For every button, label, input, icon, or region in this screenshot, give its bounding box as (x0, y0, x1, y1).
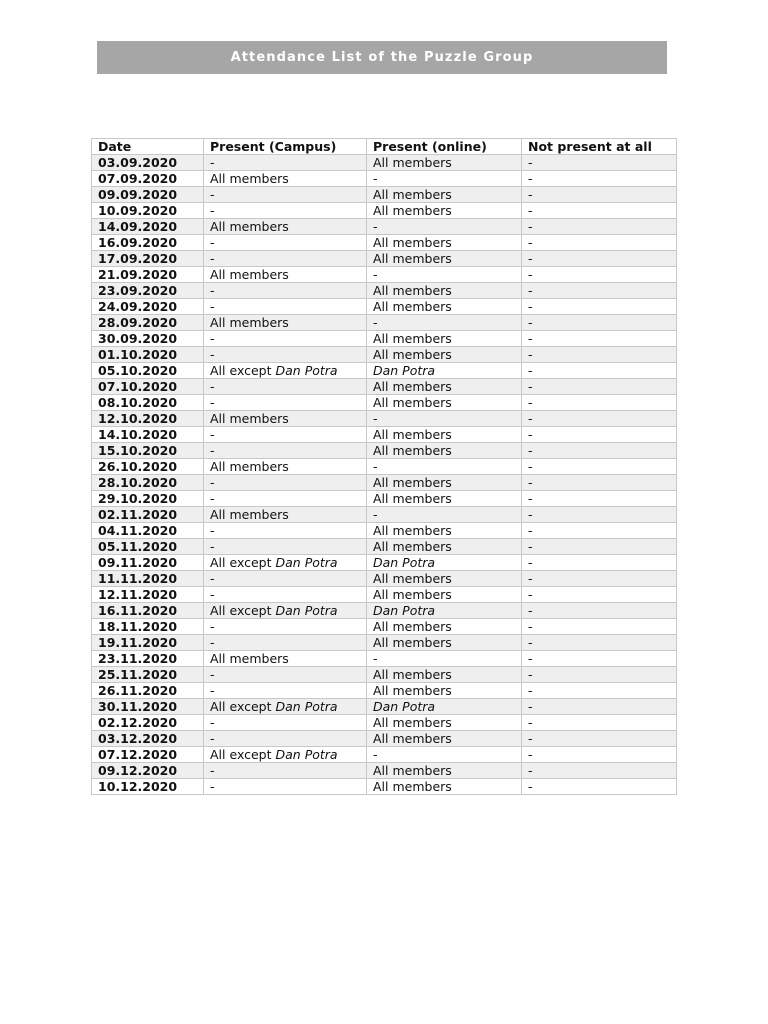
cell-not-present: - (522, 203, 677, 219)
cell-present-campus: - (204, 395, 367, 411)
campus-excluded-name: Dan Potra (275, 555, 338, 570)
cell-date: 24.09.2020 (92, 299, 204, 315)
cell-present-online: - (367, 219, 522, 235)
cell-present-online: All members (367, 379, 522, 395)
cell-date: 28.09.2020 (92, 315, 204, 331)
table-row (92, 603, 677, 619)
cell-present-campus: - (204, 299, 367, 315)
cell-present-online: All members (367, 187, 522, 203)
cell-date: 05.10.2020 (92, 363, 204, 379)
cell-present-campus (204, 555, 367, 571)
cell-present-campus: All members (204, 315, 367, 331)
cell-present-campus: All members (204, 507, 367, 523)
cell-present-online: All members (367, 635, 522, 651)
cell-present-online: - (367, 411, 522, 427)
table-row (92, 523, 677, 539)
table-row (92, 427, 677, 443)
cell-date: 12.11.2020 (92, 587, 204, 603)
cell-present-campus: - (204, 187, 367, 203)
cell-date: 01.10.2020 (92, 347, 204, 363)
attendance-table (91, 138, 677, 795)
cell-present-online: - (367, 459, 522, 475)
table-row (92, 555, 677, 571)
cell-present-online: All members (367, 523, 522, 539)
cell-not-present: - (522, 603, 677, 619)
campus-excluded-name: Dan Potra (275, 603, 338, 618)
cell-date: 08.10.2020 (92, 395, 204, 411)
cell-date: 16.11.2020 (92, 603, 204, 619)
cell-present-campus: - (204, 251, 367, 267)
table-row (92, 155, 677, 171)
cell-present-campus: - (204, 155, 367, 171)
cell-not-present: - (522, 779, 677, 795)
cell-not-present: - (522, 363, 677, 379)
cell-present-online: All members (367, 299, 522, 315)
cell-present-campus: - (204, 491, 367, 507)
cell-present-online: All members (367, 443, 522, 459)
cell-present-campus: - (204, 779, 367, 795)
cell-not-present: - (522, 587, 677, 603)
cell-present-online: All members (367, 731, 522, 747)
cell-not-present: - (522, 667, 677, 683)
cell-present-online: All members (367, 331, 522, 347)
cell-present-online: All members (367, 715, 522, 731)
cell-present-campus (204, 603, 367, 619)
cell-present-campus: All members (204, 219, 367, 235)
cell-not-present: - (522, 699, 677, 715)
cell-date: 26.10.2020 (92, 459, 204, 475)
table-row (92, 267, 677, 283)
cell-not-present: - (522, 539, 677, 555)
cell-present-online: All members (367, 427, 522, 443)
cell-not-present: - (522, 155, 677, 171)
table-row (92, 715, 677, 731)
cell-present-online: All members (367, 155, 522, 171)
cell-present-online: - (367, 171, 522, 187)
cell-present-online: All members (367, 667, 522, 683)
table-row (92, 571, 677, 587)
table-row (92, 187, 677, 203)
cell-not-present: - (522, 715, 677, 731)
cell-date: 21.09.2020 (92, 267, 204, 283)
cell-present-online: Dan Potra (367, 699, 522, 715)
cell-present-online: All members (367, 763, 522, 779)
campus-text: All except (210, 747, 272, 762)
cell-not-present: - (522, 683, 677, 699)
cell-present-campus (204, 747, 367, 763)
cell-not-present: - (522, 283, 677, 299)
table-row (92, 379, 677, 395)
table-row (92, 763, 677, 779)
table-row (92, 635, 677, 651)
cell-present-campus: All members (204, 411, 367, 427)
cell-date: 09.09.2020 (92, 187, 204, 203)
campus-text: All except (210, 363, 272, 378)
cell-present-campus (204, 363, 367, 379)
cell-date: 10.09.2020 (92, 203, 204, 219)
cell-present-online: Dan Potra (367, 363, 522, 379)
cell-present-campus: - (204, 427, 367, 443)
table-row (92, 747, 677, 763)
cell-not-present: - (522, 395, 677, 411)
cell-present-campus: - (204, 235, 367, 251)
cell-not-present: - (522, 555, 677, 571)
cell-date: 19.11.2020 (92, 635, 204, 651)
cell-date: 29.10.2020 (92, 491, 204, 507)
table-row (92, 331, 677, 347)
cell-present-campus: - (204, 635, 367, 651)
cell-not-present: - (522, 651, 677, 667)
table-row (92, 651, 677, 667)
cell-not-present: - (522, 747, 677, 763)
campus-text: All except (210, 603, 272, 618)
cell-not-present: - (522, 475, 677, 491)
table-row (92, 299, 677, 315)
cell-not-present: - (522, 187, 677, 203)
cell-present-campus: - (204, 715, 367, 731)
cell-present-online: All members (367, 235, 522, 251)
table-row (92, 587, 677, 603)
table-row (92, 507, 677, 523)
cell-date: 25.11.2020 (92, 667, 204, 683)
cell-present-campus: All members (204, 651, 367, 667)
campus-text: All except (210, 699, 272, 714)
cell-not-present: - (522, 619, 677, 635)
table-row (92, 779, 677, 795)
cell-present-online: All members (367, 203, 522, 219)
cell-present-campus: - (204, 203, 367, 219)
cell-date: 07.09.2020 (92, 171, 204, 187)
table-row (92, 363, 677, 379)
document-title-bar (97, 41, 667, 74)
cell-date: 03.09.2020 (92, 155, 204, 171)
cell-not-present: - (522, 635, 677, 651)
table-row (92, 459, 677, 475)
cell-not-present: - (522, 507, 677, 523)
cell-present-campus: - (204, 667, 367, 683)
cell-present-campus: - (204, 283, 367, 299)
campus-excluded-name: Dan Potra (275, 747, 338, 762)
cell-present-online: All members (367, 475, 522, 491)
cell-date: 14.10.2020 (92, 427, 204, 443)
cell-not-present: - (522, 379, 677, 395)
cell-date: 11.11.2020 (92, 571, 204, 587)
campus-excluded-name: Dan Potra (275, 363, 338, 378)
cell-present-campus: - (204, 539, 367, 555)
cell-date: 26.11.2020 (92, 683, 204, 699)
cell-not-present: - (522, 523, 677, 539)
table-row (92, 619, 677, 635)
column-header-absent: Not present at all (522, 139, 677, 155)
cell-date: 30.11.2020 (92, 699, 204, 715)
table-row (92, 315, 677, 331)
column-header-campus: Present (Campus) (204, 139, 367, 155)
cell-date: 28.10.2020 (92, 475, 204, 491)
table-row (92, 683, 677, 699)
cell-date: 30.09.2020 (92, 331, 204, 347)
cell-date: 23.09.2020 (92, 283, 204, 299)
cell-not-present: - (522, 267, 677, 283)
table-row (92, 731, 677, 747)
cell-date: 17.09.2020 (92, 251, 204, 267)
cell-present-online: All members (367, 779, 522, 795)
column-header-online: Present (online) (367, 139, 522, 155)
cell-present-online: - (367, 315, 522, 331)
cell-present-online: - (367, 507, 522, 523)
cell-present-campus (204, 699, 367, 715)
cell-date: 09.12.2020 (92, 763, 204, 779)
cell-present-campus: - (204, 619, 367, 635)
cell-present-online: - (367, 267, 522, 283)
campus-text: All except (210, 555, 272, 570)
table-row (92, 203, 677, 219)
table-row (92, 171, 677, 187)
table-row (92, 411, 677, 427)
cell-date: 02.11.2020 (92, 507, 204, 523)
table-body (92, 155, 677, 795)
cell-date: 16.09.2020 (92, 235, 204, 251)
cell-present-online: All members (367, 395, 522, 411)
cell-present-campus: All members (204, 459, 367, 475)
cell-date: 15.10.2020 (92, 443, 204, 459)
cell-present-campus: - (204, 571, 367, 587)
table-row (92, 235, 677, 251)
table-row (92, 699, 677, 715)
cell-date: 04.11.2020 (92, 523, 204, 539)
cell-present-online: All members (367, 619, 522, 635)
cell-not-present: - (522, 731, 677, 747)
table-row (92, 219, 677, 235)
cell-present-online: All members (367, 683, 522, 699)
table-row (92, 283, 677, 299)
cell-not-present: - (522, 331, 677, 347)
table-row (92, 475, 677, 491)
cell-not-present: - (522, 315, 677, 331)
cell-not-present: - (522, 411, 677, 427)
cell-present-online: All members (367, 251, 522, 267)
table-row (92, 667, 677, 683)
cell-present-online: All members (367, 347, 522, 363)
table-row (92, 251, 677, 267)
cell-not-present: - (522, 491, 677, 507)
cell-not-present: - (522, 571, 677, 587)
table-row (92, 491, 677, 507)
cell-not-present: - (522, 219, 677, 235)
cell-not-present: - (522, 171, 677, 187)
cell-present-campus: - (204, 443, 367, 459)
cell-not-present: - (522, 251, 677, 267)
cell-not-present: - (522, 459, 677, 475)
cell-present-online: - (367, 651, 522, 667)
cell-date: 05.11.2020 (92, 539, 204, 555)
cell-date: 07.10.2020 (92, 379, 204, 395)
cell-present-campus: - (204, 347, 367, 363)
cell-date: 12.10.2020 (92, 411, 204, 427)
cell-not-present: - (522, 299, 677, 315)
campus-excluded-name: Dan Potra (275, 699, 338, 714)
cell-present-campus: All members (204, 171, 367, 187)
cell-present-campus: - (204, 587, 367, 603)
cell-date: 02.12.2020 (92, 715, 204, 731)
cell-present-campus: - (204, 475, 367, 491)
cell-date: 23.11.2020 (92, 651, 204, 667)
cell-date: 09.11.2020 (92, 555, 204, 571)
column-header-date: Date (92, 139, 204, 155)
cell-not-present: - (522, 347, 677, 363)
table-row (92, 443, 677, 459)
table-row (92, 347, 677, 363)
cell-present-campus: - (204, 331, 367, 347)
table-header-row (92, 139, 677, 155)
cell-present-online: All members (367, 571, 522, 587)
document-title: Attendance List of the Puzzle Group (230, 50, 534, 65)
cell-present-campus: - (204, 523, 367, 539)
cell-present-online: - (367, 747, 522, 763)
cell-present-online: All members (367, 491, 522, 507)
cell-present-campus: - (204, 763, 367, 779)
cell-date: 18.11.2020 (92, 619, 204, 635)
cell-not-present: - (522, 427, 677, 443)
cell-present-online: All members (367, 539, 522, 555)
cell-date: 03.12.2020 (92, 731, 204, 747)
cell-present-online: All members (367, 587, 522, 603)
table-row (92, 539, 677, 555)
cell-not-present: - (522, 235, 677, 251)
cell-not-present: - (522, 443, 677, 459)
cell-present-campus: - (204, 731, 367, 747)
cell-date: 07.12.2020 (92, 747, 204, 763)
cell-present-online: Dan Potra (367, 603, 522, 619)
cell-date: 14.09.2020 (92, 219, 204, 235)
table-row (92, 395, 677, 411)
cell-present-campus: All members (204, 267, 367, 283)
cell-present-campus: - (204, 683, 367, 699)
cell-date: 10.12.2020 (92, 779, 204, 795)
cell-present-online: Dan Potra (367, 555, 522, 571)
cell-present-campus: - (204, 379, 367, 395)
cell-not-present: - (522, 763, 677, 779)
cell-present-online: All members (367, 283, 522, 299)
